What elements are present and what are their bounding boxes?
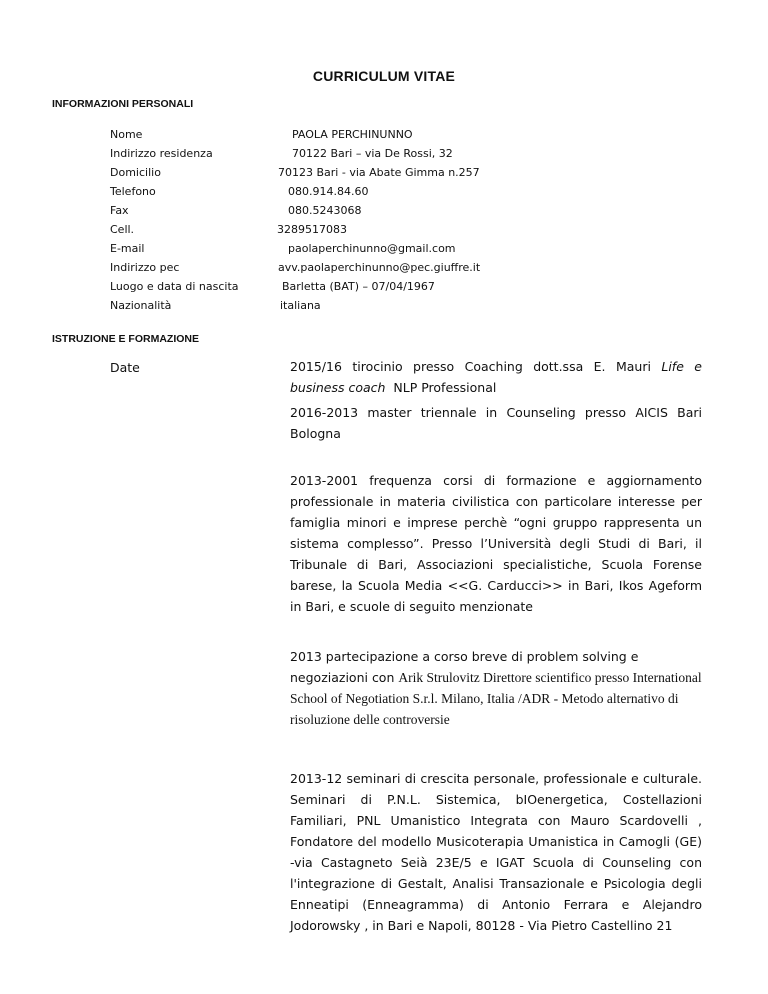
date-label: Date: [110, 360, 140, 375]
info-value: paolaperchinunno@gmail.com: [288, 242, 456, 255]
info-value: 080.5243068: [288, 204, 362, 217]
info-label: Indirizzo residenza: [110, 147, 213, 160]
education-entry-seminari: 2013-12 seminari di crescita personale, professionale e culturale. Seminari di P.N.L. Sistemica, bIOenergetica, Costellazioni Familiari, PNL Umanistico Integrata con Mauro Scardovelli , Fondatore del modello Musicoterapia Umanistica in Camogli (GE) -via Castagneto Seià 23E/5 e IGAT Scuola di Counseling con l'integrazione di Gestalt, Analisi Transazionale e Psicologia degli Enneatipi (Enneagramma) di Antonio Ferrara e Alejandro Jodorowsky , in Bari e Napoli, 80128 - Via Pietro Castellino 21: [290, 771, 702, 933]
entry-text: 2015/16 tirocinio presso Coaching dott.ssa E. Mauri: [290, 359, 662, 374]
info-label: Telefono: [110, 185, 156, 198]
section-heading-personal: INFORMAZIONI PERSONALI: [52, 98, 194, 110]
info-value: PAOLA PERCHINUNNO: [292, 128, 413, 141]
info-value: 080.914.84.60: [288, 185, 369, 198]
education-entry-corsi: 2013-2001 frequenza corsi di formazione e aggiornamento professionale in materia civilistica con particolare interesse per famiglia minori e imprese perchè “ogni gruppo rappresenta un sistema complesso”. Presso l’Università degli Studi di Bari, il Tribunale di Bari, Associazioni specialistiche, Scuola Forense barese, la Scuola Media <<G. Carducci>> in Bari, Ikos Ageform in Bari, e scuole di seguito menzionate: [290, 473, 702, 614]
info-label: Indirizzo pec: [110, 261, 180, 274]
info-label: Luogo e data di nascita: [110, 280, 239, 293]
section-heading-education: ISTRUZIONE E FORMAZIONE: [52, 333, 199, 345]
info-value: Barletta (BAT) – 07/04/1967: [282, 280, 435, 293]
info-label: Domicilio: [110, 166, 161, 179]
entry-serif-text: Arik Strulovitz Direttore scientifico presso International School of Negotiation S.r.l. Milano, Italia /ADR - Metodo alternativo di risoluzione delle controversie: [290, 670, 702, 727]
info-label: E-mail: [110, 242, 145, 255]
entry-italic-text: Life e business coach: [290, 359, 702, 395]
info-label: Nazionalità: [110, 299, 172, 312]
entry-text: 2013 partecipazione a corso breve di problem solving e negoziazioni con: [290, 649, 639, 685]
info-value: 70123 Bari - via Abate Gimma n.257: [278, 166, 480, 179]
info-label: Nome: [110, 128, 143, 141]
info-value: 3289517083: [277, 223, 347, 236]
info-value: italiana: [280, 299, 321, 312]
entry-tail-text: NLP Professional: [385, 380, 497, 395]
info-value: 70122 Bari – via De Rossi, 32: [292, 147, 453, 160]
education-entry-coaching: [290, 356, 702, 398]
education-entry-master: 2016-2013 master triennale in Counseling presso AICIS Bari Bologna: [290, 405, 702, 441]
education-entry-problem-solving: [290, 646, 702, 730]
document-title: CURRICULUM VITAE: [312, 68, 456, 84]
info-label: Fax: [110, 204, 129, 217]
info-value: avv.paolaperchinunno@pec.giuffre.it: [278, 261, 481, 274]
info-label: Cell.: [110, 223, 135, 236]
